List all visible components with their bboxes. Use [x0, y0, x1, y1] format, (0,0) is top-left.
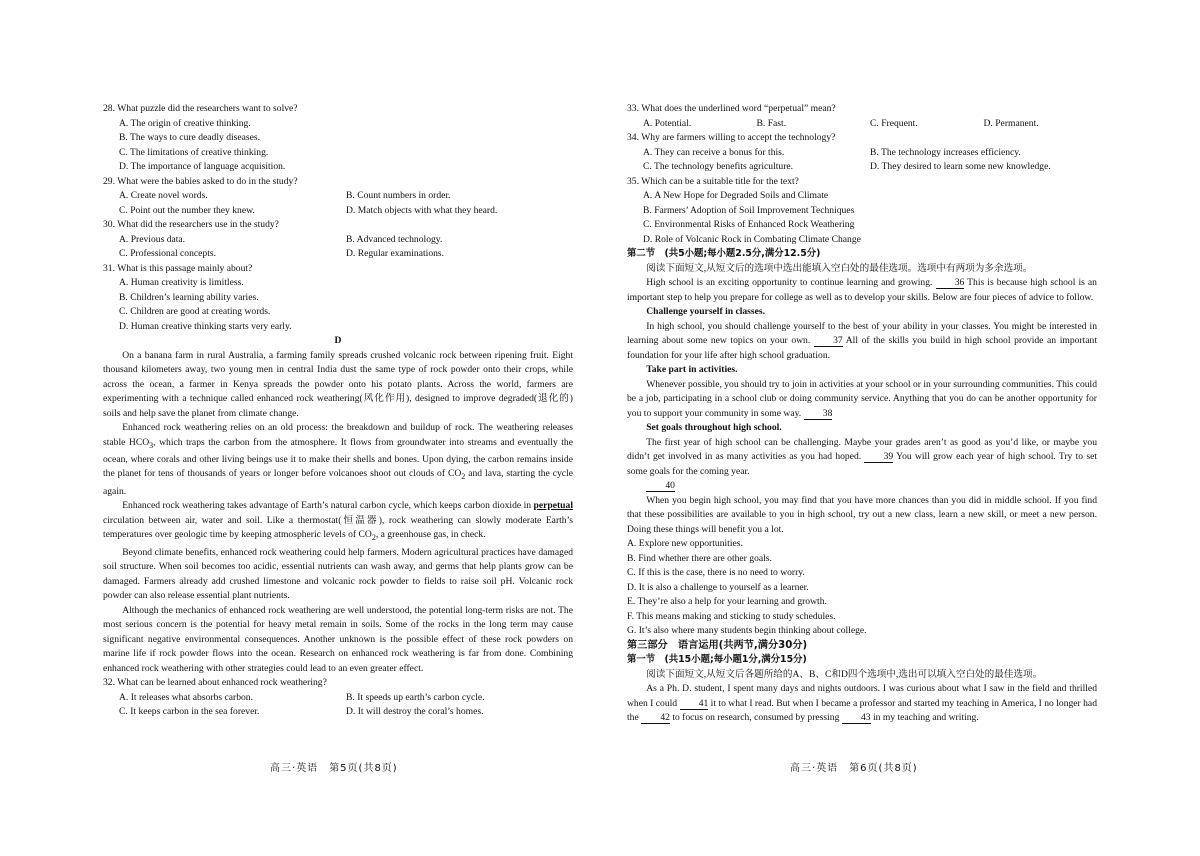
- question-stem: 32. What can be learned about enhanced rock weathering?: [103, 677, 327, 689]
- blank-37[interactable]: 37: [814, 335, 843, 347]
- blank-38[interactable]: 38: [804, 408, 833, 420]
- option: B. Fast.: [756, 117, 787, 129]
- passage-paragraph: As a Ph. D. student, I spent many days and nights outdoors. I was curious about what I saw in the field and thrilled when I could 41 it to what I read. But when I became a professor and started my teaching in America, I no longer had the 42 to focus on research, consumed by pressing 43 in my teaching and writing.: [627, 683, 1097, 723]
- question-stem: 29. What were the babies asked to do in the study?: [103, 175, 298, 187]
- question-stem: 31. What is this passage mainly about?: [103, 262, 253, 274]
- option: B. Children’s learning ability varies.: [119, 291, 259, 303]
- choice-list: [627, 537, 1097, 639]
- question-28: [103, 102, 573, 175]
- section-heading: 第一节 (共15小题;每小题1分,满分15分): [627, 654, 807, 665]
- option: D. Regular examinations.: [346, 248, 445, 259]
- option: A. The origin of creative thinking.: [119, 117, 251, 129]
- question-stem: 33. What does the underlined word “perpetual” mean?: [627, 103, 836, 114]
- choice: A. Explore new opportunities.: [627, 538, 743, 549]
- passage-paragraph: Enhanced rock weathering takes advantage of Earth’s natural carbon cycle, which keeps carbon dioxide in perpetual circulation between air, water and soil. Like a thermostat(恒温器), rock weathering can slowly moderate Earth’s temperatures over geologic time by keeping atmospheric levels of $CO_2$, a greenhouse gas, in check.: [103, 500, 573, 543]
- passage-paragraph: [627, 479, 1097, 494]
- option: C. Children are good at creating words.: [119, 306, 271, 317]
- passage-paragraph: Although the mechanics of enhanced rock weathering are well understood, the potential long-term risks are not. The most serious concern is the potential for heavy metal remain in soils. Some of the rocks in the long term may cause significant negative environmental consequences. Another unknown is the possible effect of these rock powders on marine life if rock powder flows into the ocean. Research on enhanced rock weathering is far from done. Combining enhanced rock weathering with other strategies could lead to an even greater effect.: [103, 604, 573, 674]
- page-footer: 高三·英语 第6页(共8页): [790, 763, 918, 774]
- option: C. Point out the number they knew.: [119, 204, 255, 216]
- option: C. It keeps carbon in the sea forever.: [119, 706, 260, 718]
- option: C. The limitations of creative thinking.: [119, 146, 269, 158]
- passage-paragraph: When you begin high school, you may find that you have more chances than you did in middle school. If you find that these possibilities are available to you in high school, try out a new class, learn a new skill, or meet a new person. Doing these things will benefit you a lot.: [627, 494, 1097, 535]
- passage-paragraph: The first year of high school can be challenging. Maybe your grades aren’t as good as you’d like, or maybe you didn’t get involved in as many activities as you had hoped. 39 You will grow each year of high school. Try to set some goals for the coming year.: [627, 436, 1098, 477]
- question-30: [103, 218, 573, 262]
- option: C. Environmental Risks of Enhanced Rock Weathering: [643, 219, 855, 230]
- passage-paragraph: High school is an exciting opportunity to continue learning and growing. 36 This is because high school is an important step to help you prepare for college as well as to develop your skills. Below are four pieces of advice to follow.: [627, 277, 1097, 303]
- option: A. They can receive a bonus for this.: [643, 146, 785, 158]
- option: A. It releases what absorbs carbon.: [119, 691, 253, 703]
- option: D. The importance of language acquisition.: [119, 161, 286, 172]
- blank-42[interactable]: 42: [641, 712, 670, 724]
- left-page: [103, 102, 573, 720]
- choice: D. It is also a challenge to yourself as a learner.: [627, 581, 809, 593]
- question-stem: 28. What puzzle did the researchers want to solve?: [103, 103, 298, 114]
- option: A. Create novel words.: [119, 190, 208, 201]
- option: C. Frequent.: [870, 117, 918, 129]
- passage-paragraph: On a banana farm in rural Australia, a farming family spreads crushed volcanic rock between ripening fruit. Eight thousand kilometers away, two young men in central India dust the same type of rock powder onto their crops, while across the ocean, a farmer in Kenya spreads the powder onto his potato plants. Across the world, farmers are experimenting with a technique called enhanced rock weathering(风化作用), designed to improve degraded(退化的) soils and help save the planet from climate change.: [103, 349, 573, 419]
- blank-43[interactable]: 43: [842, 712, 871, 724]
- question-stem: 35. Which can be a suitable title for the text?: [627, 175, 799, 187]
- question-32: [103, 676, 573, 720]
- section-instruction: 阅读下面短文,从短文后的选项中选出能填入空白处的最佳选项。选项中有两项为多余选项。: [646, 262, 1033, 274]
- question-stem: 34. Why are farmers willing to accept the technology?: [627, 132, 836, 143]
- page-footer: 高三·英语 第5页(共8页): [270, 763, 398, 774]
- option: C. The technology benefits agriculture.: [643, 161, 794, 172]
- option: D. Human creative thinking starts very early.: [119, 320, 292, 332]
- option: D. Permanent.: [983, 117, 1039, 129]
- question-33: [627, 102, 1097, 131]
- choice: C. If this is the case, there is no need to worry.: [627, 567, 805, 578]
- passage-paragraph: Whenever possible, you should try to join in activities at your school or in your surrounding communities. This could be a job, participating in a school club or doing community service. Anything that you do can be another opportunity for you to support your community in some way. 38: [627, 378, 1097, 419]
- question-35: [627, 175, 1097, 248]
- option: C. Professional concepts.: [119, 248, 216, 259]
- part-heading: 第三部分 语言运用(共两节,满分30分): [627, 639, 808, 651]
- blank-39[interactable]: 39: [864, 451, 893, 463]
- option: A. Previous data.: [119, 233, 186, 245]
- choice: G. It’s also where many students begin thinking about college.: [627, 625, 867, 636]
- question-stem: 30. What did the researchers use in the study?: [103, 219, 279, 230]
- option: B. Farmers’ Adoption of Soil Improvement Techniques: [643, 204, 855, 216]
- choice: B. Find whether there are other goals.: [627, 552, 772, 564]
- option: D. They desired to learn some new knowledge.: [870, 161, 1051, 172]
- blank-41[interactable]: 41: [680, 698, 709, 710]
- option: A. Potential.: [643, 117, 692, 129]
- passage-label: D: [334, 335, 342, 346]
- option: B. It speeds up earth’s carbon cycle.: [346, 691, 485, 703]
- choice: E. They’re also a help for your learning and growth.: [627, 596, 827, 607]
- option: D. It will destroy the coral’s homes.: [346, 706, 484, 718]
- passage-paragraph: In high school, you should challenge yourself to the best of your ability in your classes. You might be interested in learning about some new topics on your own. 37 All of the skills you build in high school provide an important foundation for your life after high school graduation.: [627, 320, 1097, 361]
- blank-40[interactable]: 40: [646, 480, 675, 492]
- section-instruction: 阅读下面短文,从短文后各题所给的A、B、C和D四个选项中,选出可以填入空白处的最佳选项。: [646, 668, 1043, 680]
- section-heading: 第二节 (共5小题;每小题2.5分,满分12.5分): [627, 248, 821, 259]
- choice: F. This means making and sticking to study schedules.: [627, 610, 836, 622]
- subheading: Set goals throughout high school.: [646, 422, 782, 433]
- option: B. Advanced technology.: [346, 233, 443, 245]
- option: A. A New Hope for Degraded Soils and Climate: [643, 190, 829, 201]
- option: B. Count numbers in order.: [346, 190, 451, 201]
- right-page: [627, 102, 1097, 726]
- question-31: [103, 262, 573, 335]
- underlined-word: perpetual: [533, 500, 573, 512]
- option: B. The technology increases efficiency.: [870, 146, 1021, 158]
- passage-paragraph: Beyond climate benefits, enhanced rock weathering could help farmers. Modern agricultural practices have damaged soil structure. When soil becomes too acidic, essential nutrients can wash away, and germs that help plants grow can be damaged. Farmers already add crushed limestone and volcanic rock powder to fields to raise soil pH. Volcanic rock powder can also release essential plant nutrients.: [103, 546, 573, 602]
- option: A. Human creativity is limitless.: [119, 277, 244, 288]
- question-29: [103, 175, 573, 219]
- option: D. Role of Volcanic Rock in Combating Climate Change: [643, 233, 861, 245]
- passage-paragraph: Enhanced rock weathering relies on an old process: the breakdown and buildup of rock. The weathering releases stable $HCO_3$, which traps the carbon from the atmosphere. It flows from groundwater into streams and eventually the ocean, where corals and other living beings use it to make their shells and bones. Upon dying, the carbon remains inside the planet for tens of thousands of years or longer before volcanoes shoot out clouds of $CO_2$ and lava, starting the cycle again.: [103, 422, 573, 497]
- blank-36[interactable]: 36: [936, 277, 965, 289]
- subheading: Take part in activities.: [646, 364, 738, 375]
- option: D. Match objects with what they heard.: [346, 204, 498, 216]
- subheading: Challenge yourself in classes.: [646, 306, 766, 317]
- option: B. The ways to cure deadly diseases.: [119, 132, 261, 143]
- question-34: [627, 131, 1097, 175]
